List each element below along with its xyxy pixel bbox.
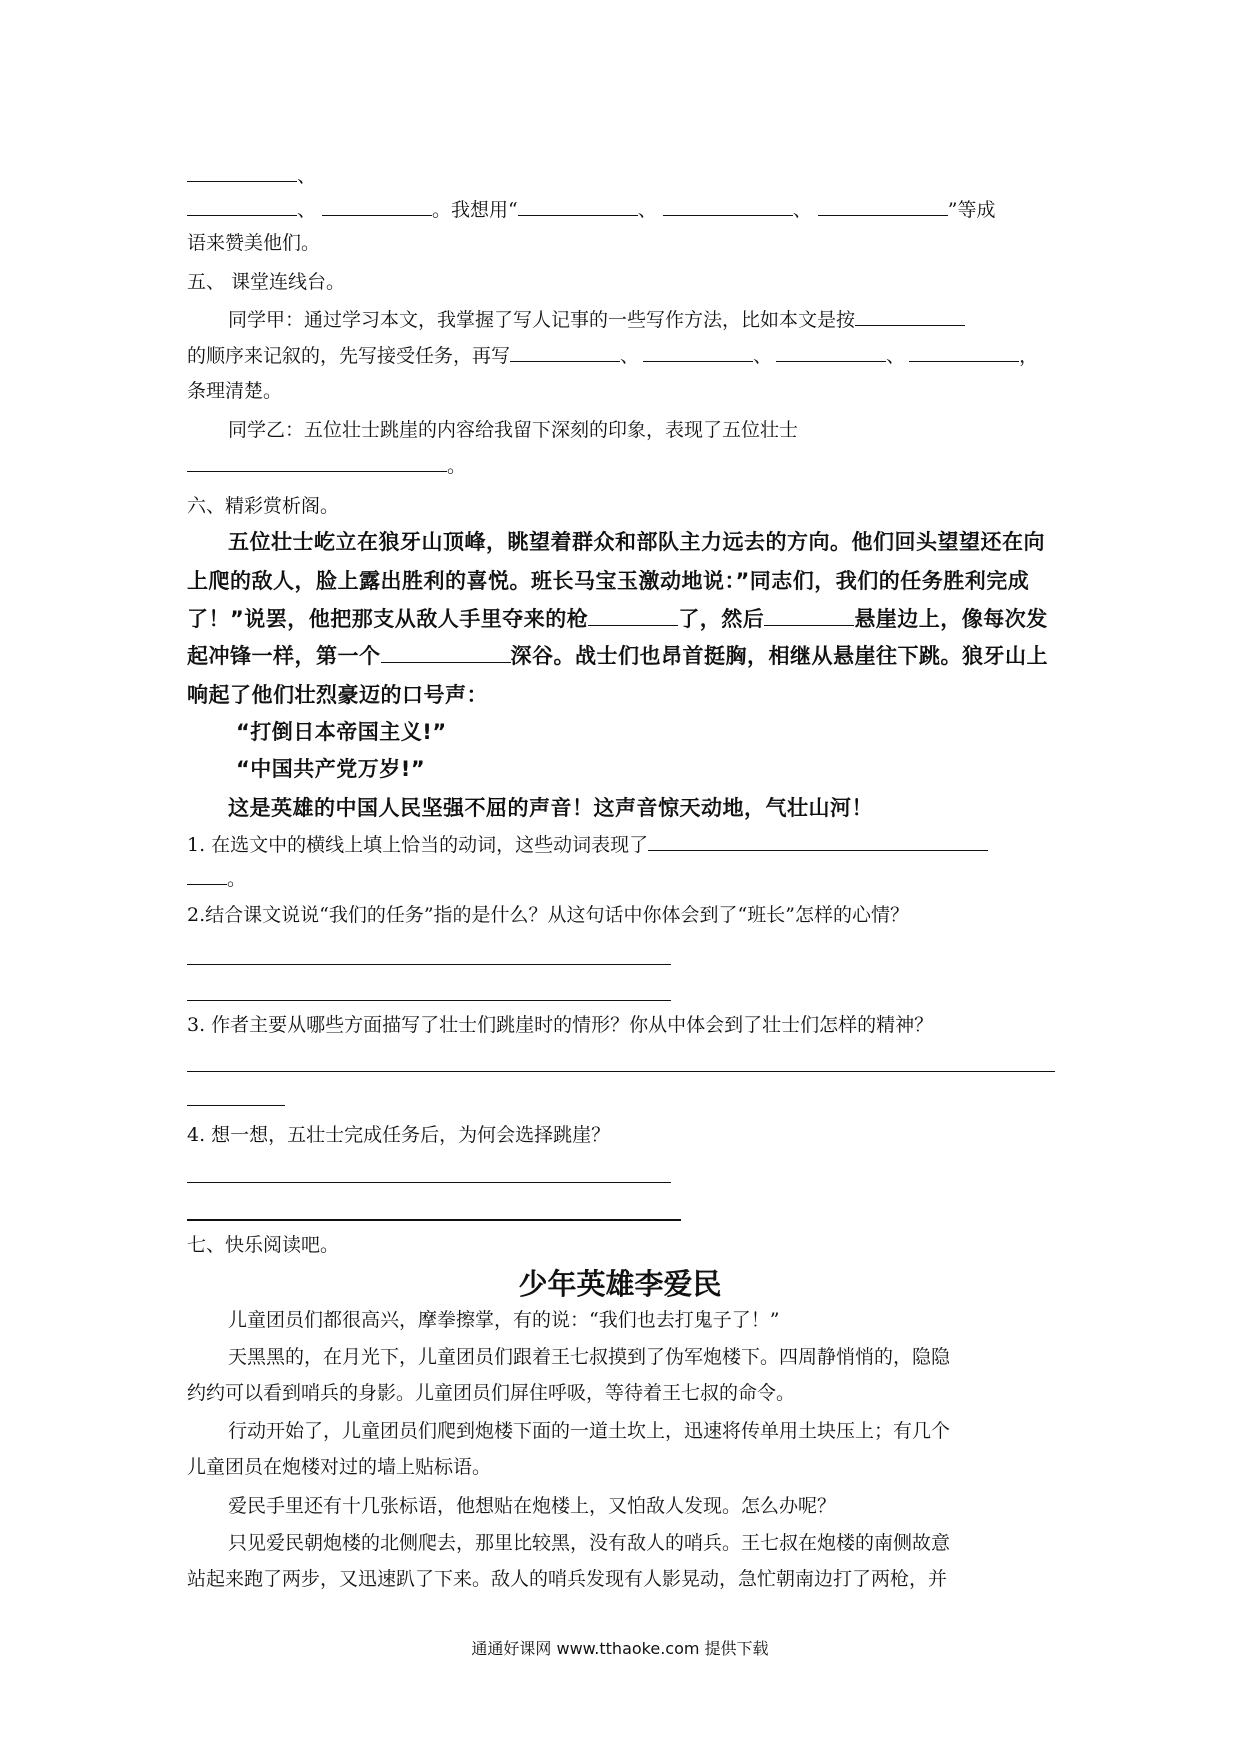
story-line: 行动开始了，儿童团员们爬到炮楼下面的一道土坎上，迅速将传单用土块压上；有几个 — [228, 1420, 951, 1442]
blank[interactable] — [855, 307, 965, 326]
passage-line: 上爬的敌人，脸上露出胜利的喜悦。班长马宝玉激动地说：”同志们，我们的任务胜利完成 — [187, 569, 1030, 593]
question-4: 4. 想一想，五壮士完成任务后，为何会选择跳崖？ — [187, 1124, 611, 1146]
blank[interactable] — [187, 163, 297, 182]
blank[interactable] — [909, 343, 1019, 362]
passage-line: 起冲锋一样，第一个 深谷。战士们也昂首挺胸，相继从悬崖往下跳。狼牙山上 — [187, 644, 1048, 668]
answer-line[interactable] — [187, 866, 227, 885]
story-line: 天黑黑的，在月光下，儿童团员们跟着王七叔摸到了伪军炮楼下。四周静悄悄的，隐隐 — [228, 1346, 951, 1368]
passage-line: 这是英雄的中国人民坚强不屈的声音！这声音惊天动地，气壮山河！ — [228, 796, 873, 820]
blank[interactable] — [663, 197, 793, 216]
sec5-heading: 五、 课堂连线台。 — [187, 271, 346, 293]
sec4-line3: 语来赞美他们。 — [187, 232, 321, 254]
blank[interactable] — [518, 197, 638, 216]
blank[interactable] — [588, 607, 678, 626]
blank[interactable] — [322, 197, 432, 216]
sec6-heading: 六、精彩赏析阁。 — [187, 495, 340, 517]
sec4-line1: 、 — [187, 163, 316, 188]
passage-line: 五位壮士屹立在狼牙山顶峰，眺望着群众和部队主力远去的方向。他们回头望望还在向 — [228, 530, 1045, 554]
blank[interactable] — [776, 343, 886, 362]
story-line: 爱民手里还有十几张标语，他想贴在炮楼上，又怕敌人发现。怎么办呢？ — [228, 1495, 837, 1517]
story-line: 儿童团员们都很高兴，摩拳擦掌，有的说：“我们也去打鬼子了！” — [228, 1309, 780, 1331]
answer-line[interactable] — [187, 964, 671, 965]
sec5-a2: 的顺序来记叙的，先写接受任务，再写 、 、 、 ， — [187, 345, 1039, 367]
blank[interactable] — [643, 343, 753, 362]
slogan: “中国共产党万岁!” — [236, 757, 426, 781]
story-line: 儿童团员在炮楼对过的墙上贴标语。 — [187, 1456, 492, 1478]
blank[interactable] — [187, 197, 297, 216]
question-2: 2.结合课文说说“我们的任务”指的是什么？从这句话中你体会到了“班长”怎样的心情？ — [187, 904, 909, 926]
question-3: 3. 作者主要从哪些方面描写了壮士们跳崖时的情形？你从中体会到了壮士们怎样的精神？ — [187, 1014, 934, 1036]
blank[interactable] — [510, 343, 620, 362]
blank[interactable] — [764, 607, 854, 626]
blank[interactable] — [381, 644, 511, 663]
sec5-a1: 同学甲：通过学习本文，我掌握了写人记事的一些写作方法，比如本文是按 — [228, 307, 965, 332]
sec7-heading: 七、快乐阅读吧。 — [187, 1234, 340, 1256]
passage-line: 响起了他们壮烈豪迈的口号声： — [187, 683, 488, 707]
story-line: 只见爱民朝炮楼的北侧爬去，那里比较黑，没有敌人的哨兵。王七叔在炮楼的南侧故意 — [228, 1532, 951, 1554]
passage-line: 了！”说罢，他把那支从敌人手里夺来的枪 了，然后 悬崖边上，像每次发 — [187, 607, 1048, 631]
answer-line[interactable] — [187, 1071, 1055, 1072]
answer-line[interactable] — [187, 1105, 285, 1106]
story-line: 约约可以看到哨兵的身影。儿童团员们屏住呼吸，等待着王七叔的命令。 — [187, 1382, 796, 1404]
answer-line[interactable] — [648, 832, 988, 851]
sec4-line2: 、 。我想用“ 、 、 ”等成 — [187, 197, 995, 222]
sec5-b1: 同学乙：五位壮士跳崖的内容给我留下深刻的印象，表现了五位壮士 — [228, 419, 799, 441]
footer-watermark: 通通好课网 www.tthaoke.com 提供下载 — [471, 1639, 769, 1658]
story-line: 站起来跑了两步，又迅速趴了下来。敌人的哨兵发现有人影晃动，急忙朝南边打了两枪，并 — [187, 1568, 948, 1590]
story-title: 少年英雄李爱民 — [518, 1267, 722, 1301]
blank[interactable] — [818, 197, 948, 216]
question-1-cont: 。 — [187, 866, 246, 891]
answer-line[interactable] — [187, 1219, 681, 1221]
sec5-b2: 。 — [187, 453, 466, 478]
blank[interactable] — [187, 453, 447, 472]
answer-line[interactable] — [187, 1182, 671, 1183]
sec5-a3: 条理清楚。 — [187, 380, 283, 402]
answer-line[interactable] — [187, 1000, 671, 1001]
question-1: 1. 在选文中的横线上填上恰当的动词，这些动词表现了 — [187, 832, 988, 857]
slogan: “打倒日本帝国主义!” — [236, 720, 447, 744]
